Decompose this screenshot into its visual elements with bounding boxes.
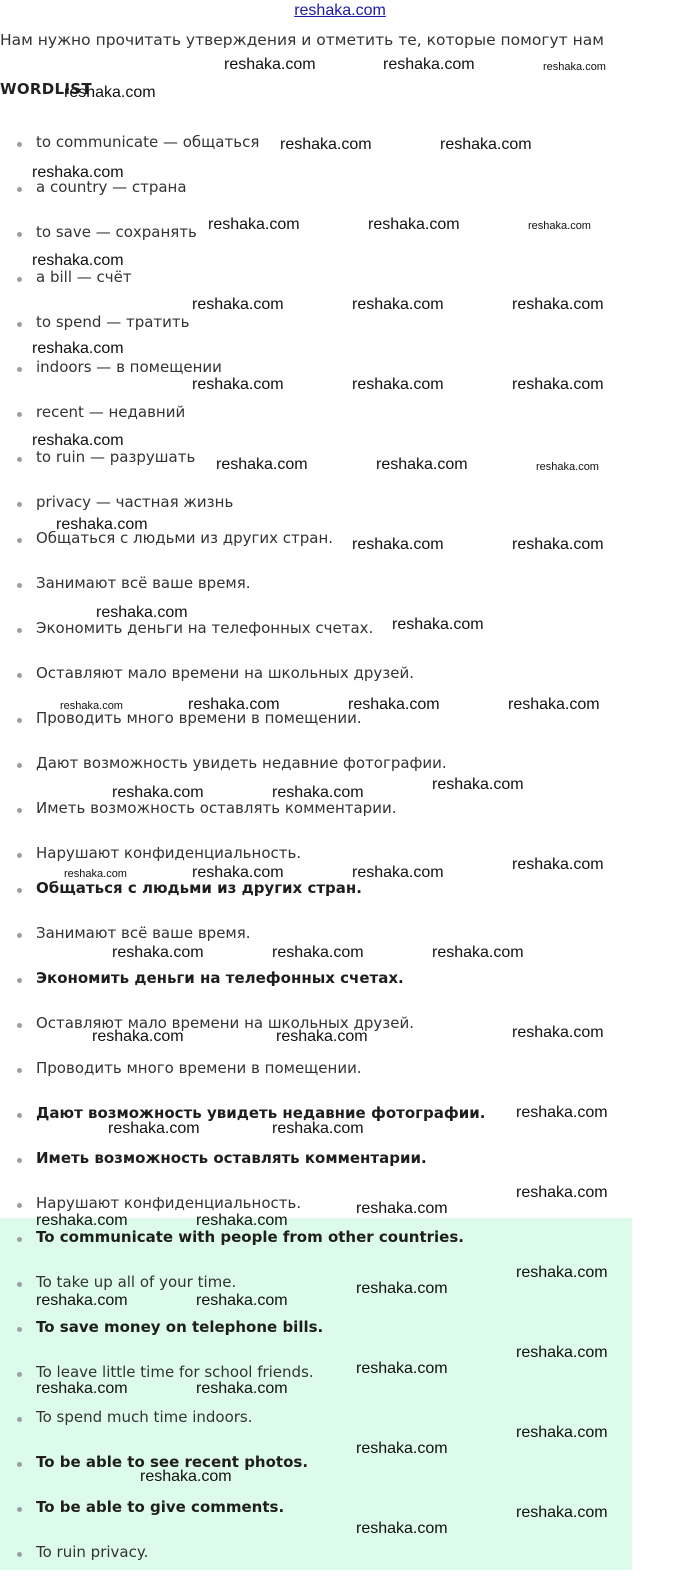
watermark: reshaka.com (96, 604, 188, 621)
watermark: reshaka.com (56, 516, 148, 533)
watermark: reshaka.com (512, 1024, 604, 1041)
watermark: reshaka.com (508, 696, 600, 713)
watermark: reshaka.com (516, 1184, 608, 1201)
list-item: To communicate with people from other countries. (0, 1227, 464, 1272)
list-item: Экономить деньги на телефонных счетах. (0, 968, 485, 1013)
list-item: To be able to see recent photos. (0, 1452, 464, 1497)
watermark: reshaka.com (92, 1028, 184, 1045)
intro-text: Нам нужно прочитать утверждения и отметить те, которые помогут нам (0, 31, 604, 49)
watermark: reshaka.com (196, 1380, 288, 1397)
list-item: To take up all of your time. (0, 1272, 464, 1317)
list-item: Дают возможность увидеть недавние фотографии. (0, 753, 447, 798)
watermark: reshaka.com (272, 784, 364, 801)
watermark: reshaka.com (192, 376, 284, 393)
watermark: reshaka.com (432, 776, 524, 793)
watermark: reshaka.com (352, 864, 444, 881)
watermark: reshaka.com (356, 1520, 448, 1537)
list-item: Иметь возможность оставлять комментарии. (0, 798, 447, 843)
wordlist-heading: WORDLIST (0, 80, 92, 98)
watermark: reshaka.com (516, 1424, 608, 1441)
list-item: Оставляют мало времени на школьных друзей. (0, 663, 447, 708)
watermark: reshaka.com (356, 1440, 448, 1457)
watermark: reshaka.com (516, 1264, 608, 1281)
watermark: reshaka.com (276, 1028, 368, 1045)
list-item: a bill — счёт (0, 267, 259, 312)
watermark: reshaka.com (64, 84, 156, 101)
list-item: To be able to give comments. (0, 1497, 464, 1542)
list-item: Занимают всё ваше время. (0, 923, 485, 968)
watermark: reshaka.com (188, 696, 280, 713)
watermark: reshaka.com (352, 296, 444, 313)
list-item: Проводить много времени в помещении. (0, 708, 447, 753)
watermark: reshaka.com (196, 1212, 288, 1229)
watermark: reshaka.com (272, 1120, 364, 1137)
watermark: reshaka.com (36, 1292, 128, 1309)
list-item: To save money on telephone bills. (0, 1317, 464, 1362)
list-item: Оставляют мало времени на школьных друзей. (0, 1013, 485, 1058)
watermark: reshaka.com (36, 1212, 128, 1229)
watermark: reshaka.com (348, 696, 440, 713)
watermark: reshaka.com (368, 216, 460, 233)
list-item: To ruin privacy. (0, 1542, 464, 1587)
list-item: To spend much time indoors. (0, 1407, 464, 1452)
watermark: reshaka.com (512, 296, 604, 313)
watermark: reshaka.com (208, 216, 300, 233)
watermark: reshaka.com (60, 700, 123, 712)
list-item: to save — сохранять (0, 222, 259, 267)
list-item: to spend — тратить (0, 312, 259, 357)
watermark: reshaka.com (36, 1380, 128, 1397)
watermark: reshaka.com (383, 56, 475, 73)
watermark: reshaka.com (512, 536, 604, 553)
list-item: Экономить деньги на телефонных счетах. (0, 618, 447, 663)
watermark: reshaka.com (140, 1468, 232, 1485)
watermark: reshaka.com (272, 944, 364, 961)
watermark: reshaka.com (516, 1104, 608, 1121)
list-item: to ruin — разрушать (0, 447, 259, 492)
watermark: reshaka.com (356, 1200, 448, 1217)
watermark: reshaka.com (32, 164, 124, 181)
list-item: Нарушают конфиденциальность. (0, 1193, 485, 1238)
watermark: reshaka.com (32, 432, 124, 449)
watermark: reshaka.com (352, 536, 444, 553)
watermark: reshaka.com (536, 461, 599, 473)
watermark: reshaka.com (224, 56, 316, 73)
list-item: indoors — в помещении (0, 357, 259, 402)
list-item: Нарушают конфиденциальность. (0, 843, 447, 888)
watermark: reshaka.com (112, 784, 204, 801)
watermark: reshaka.com (512, 856, 604, 873)
site-title-link[interactable]: reshaka.com (294, 2, 386, 19)
watermark: reshaka.com (512, 376, 604, 393)
watermark: reshaka.com (516, 1504, 608, 1521)
list-item: Дают возможность увидеть недавние фотографии. (0, 1103, 485, 1148)
watermark: reshaka.com (192, 864, 284, 881)
watermark: reshaka.com (64, 868, 127, 880)
wordlist (0, 132, 259, 537)
watermark: reshaka.com (432, 944, 524, 961)
watermark: reshaka.com (216, 456, 308, 473)
list-item: Проводить много времени в помещении. (0, 1058, 485, 1103)
watermark: reshaka.com (516, 1344, 608, 1361)
list-item: a country — страна (0, 177, 259, 222)
watermark: reshaka.com (112, 944, 204, 961)
list-item: Занимают всё ваше время. (0, 573, 447, 618)
list-item: Иметь возможность оставлять комментарии. (0, 1148, 485, 1193)
list-item: recent — недавний (0, 402, 259, 447)
watermark: reshaka.com (280, 136, 372, 153)
watermark: reshaka.com (528, 220, 591, 232)
watermark: reshaka.com (543, 61, 606, 73)
watermark: reshaka.com (356, 1280, 448, 1297)
list-item: privacy — частная жизнь (0, 492, 259, 537)
list-item: To leave little time for school friends. (0, 1362, 464, 1407)
watermark: reshaka.com (32, 340, 124, 357)
watermark: reshaka.com (32, 252, 124, 269)
watermark: reshaka.com (352, 376, 444, 393)
list-item: to communicate — общаться (0, 132, 259, 177)
watermark: reshaka.com (392, 616, 484, 633)
answers-ru-list (0, 878, 485, 1238)
watermark: reshaka.com (440, 136, 532, 153)
list-item: Общаться с людьми из других стран. (0, 878, 485, 923)
watermark: reshaka.com (376, 456, 468, 473)
watermark: reshaka.com (196, 1292, 288, 1309)
watermark: reshaka.com (356, 1360, 448, 1377)
list-item: Общаться с людьми из других стран. (0, 528, 447, 573)
watermark: reshaka.com (192, 296, 284, 313)
watermark: reshaka.com (108, 1120, 200, 1137)
